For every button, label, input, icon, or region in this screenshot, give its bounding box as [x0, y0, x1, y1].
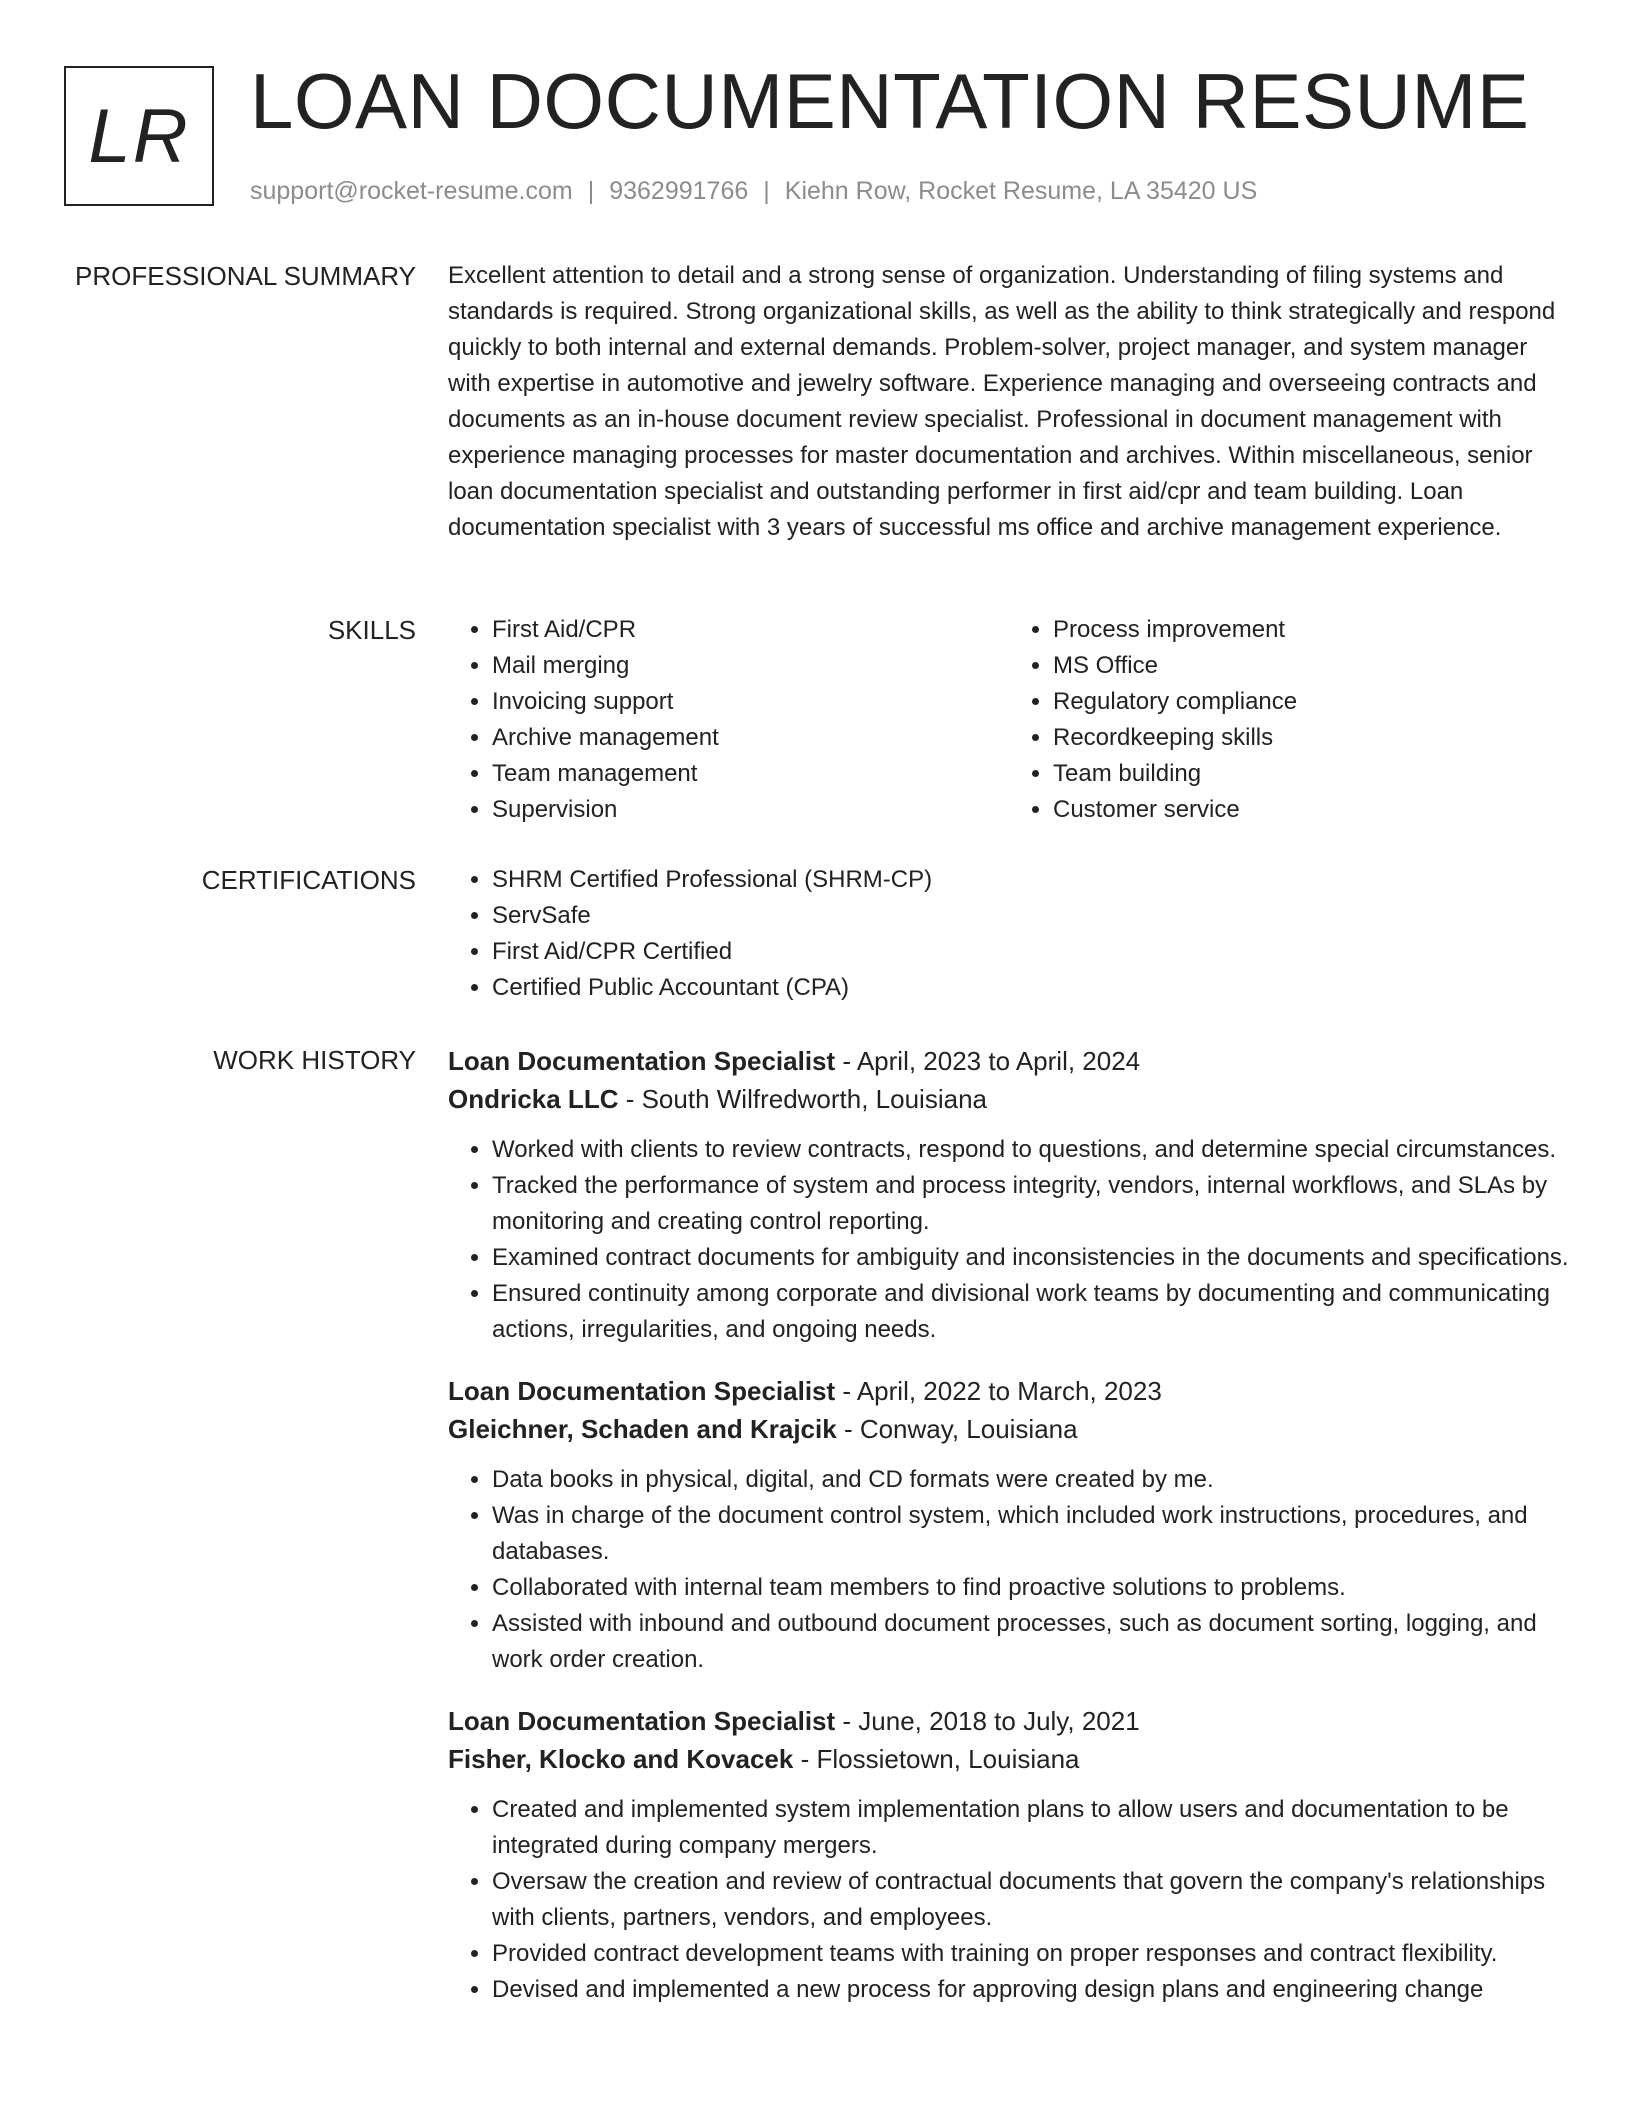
certification-item: • Certified Public Accountant (CPA)	[492, 970, 1570, 1006]
section-label-certifications: CERTIFICATIONS	[201, 865, 416, 895]
skill-item: • Supervision	[492, 792, 1009, 828]
job-bullet: • Data books in physical, digital, and CD formats were created by me.	[492, 1462, 1570, 1498]
skill-item: • Customer service	[1053, 792, 1570, 828]
skill-item: • Recordkeeping skills	[1053, 720, 1570, 756]
job-bullet: • Worked with clients to review contracts, respond to questions, and determine special circumstances.	[492, 1132, 1570, 1168]
job-dates: - April, 2022 to March, 2023	[835, 1376, 1162, 1406]
job-title-line	[448, 1372, 1570, 1410]
job-location: - Flossietown, Louisiana	[793, 1744, 1080, 1774]
contact-separator: |	[587, 177, 595, 205]
skill-item: • First Aid/CPR	[492, 612, 1009, 648]
skill-item: • Archive management	[492, 720, 1009, 756]
job-company-line	[448, 1410, 1570, 1448]
job-bullet: • Assisted with inbound and outbound document processes, such as document sorting, logging, and work order creation.	[492, 1606, 1570, 1678]
certification-item: • First Aid/CPR Certified	[492, 934, 1570, 970]
job-bullets	[448, 1132, 1570, 1348]
skill-item: • Team building	[1053, 756, 1570, 792]
job-bullets	[448, 1462, 1570, 1678]
job-title: Loan Documentation Specialist	[448, 1706, 836, 1736]
skills-grid	[448, 612, 1570, 828]
skills-body	[448, 612, 1570, 828]
contact-email: support@rocket-resume.com	[250, 177, 573, 205]
section-label-work-history: WORK HISTORY	[213, 1045, 416, 1075]
work-history-body	[448, 1042, 1570, 2032]
job-bullet: • Ensured continuity among corporate and divisional work teams by documenting and communicating actions, irregularities, and ongoing needs.	[492, 1276, 1570, 1348]
section-label-skills: SKILLS	[327, 615, 416, 645]
contact-separator: |	[763, 177, 770, 205]
job-company: Ondricka LLC	[448, 1084, 619, 1114]
job-title: Loan Documentation Specialist	[448, 1376, 836, 1406]
job-entry	[448, 1702, 1570, 2008]
job-location: - Conway, Louisiana	[836, 1414, 1078, 1444]
skill-item: • Invoicing support	[492, 684, 1009, 720]
job-bullet: • Tracked the performance of system and process integrity, vendors, internal workflows, and SLAs by monitoring and creating control reporting.	[492, 1168, 1570, 1240]
job-bullet: • Created and implemented system implementation plans to allow users and documentation to be integrated during company mergers.	[492, 1792, 1570, 1864]
skill-item: • Team management	[492, 756, 1009, 792]
certifications-body	[448, 862, 1570, 1006]
job-title-line	[448, 1042, 1570, 1080]
job-company: Fisher, Klocko and Kovacek	[448, 1744, 794, 1774]
skill-item: • Regulatory compliance	[1053, 684, 1570, 720]
job-title-line	[448, 1702, 1570, 1740]
job-dates: - June, 2018 to July, 2021	[835, 1706, 1140, 1736]
skills-list-left	[448, 612, 1009, 828]
contact-phone: 9362991766	[609, 177, 749, 205]
job-company-line	[448, 1080, 1570, 1118]
certifications-list	[448, 862, 1570, 1006]
job-location: - South Wilfredworth, Louisiana	[618, 1084, 987, 1114]
job-bullet: • Devised and implemented a new process for approving design plans and engineering change	[492, 1972, 1570, 2008]
job-company: Gleichner, Schaden and Krajcik	[448, 1414, 837, 1444]
job-bullets	[448, 1792, 1570, 2008]
job-title: Loan Documentation Specialist	[448, 1046, 836, 1076]
resume-title: LOAN DOCUMENTATION RESUME	[250, 57, 1530, 145]
skill-item: • Mail merging	[492, 648, 1009, 684]
job-bullet: • Oversaw the creation and review of contractual documents that govern the company's relationships with clients, partners, vendors, and employees.	[492, 1864, 1570, 1936]
skill-item: • Process improvement	[1053, 612, 1570, 648]
job-dates: - April, 2023 to April, 2024	[835, 1046, 1141, 1076]
job-company-line	[448, 1740, 1570, 1778]
job-entry	[448, 1372, 1570, 1678]
job-bullet: • Provided contract development teams with training on proper responses and contract flexibility.	[492, 1936, 1570, 1972]
certification-item: • SHRM Certified Professional (SHRM-CP)	[492, 862, 1570, 898]
monogram-logo: LR	[64, 66, 214, 206]
job-bullet: • Was in charge of the document control system, which included work instructions, procedures, and databases.	[492, 1498, 1570, 1570]
contact-address: Kiehn Row, Rocket Resume, LA 35420 US	[784, 177, 1258, 205]
job-bullet: • Collaborated with internal team members to find proactive solutions to problems.	[492, 1570, 1570, 1606]
summary-text: Excellent attention to detail and a strong sense of organization. Understanding of filing systems and standards is required. Strong organizational skills, as well as the ability to think strategically and respond quickly to both internal and external demands. Problem-solver, project manager, and system manager with expertise in automotive and jewelry software. Experience managing and overseeing contracts and documents as an in-house document review specialist. Professional in document management with experience managing processes for master documentation and archives. Within miscellaneous, senior loan documentation specialist and outstanding performer in first aid/cpr and team building. Loan documentation specialist with 3 years of successful ms office and archive management experience.	[448, 262, 1556, 541]
skill-item: • MS Office	[1053, 648, 1570, 684]
job-bullet: • Examined contract documents for ambiguity and inconsistencies in the documents and specifications.	[492, 1240, 1570, 1276]
contact-line	[250, 174, 1257, 208]
section-label-summary: PROFESSIONAL SUMMARY	[75, 261, 416, 291]
job-entry	[448, 1042, 1570, 1348]
skills-list-right	[1009, 612, 1570, 828]
certification-item: • ServSafe	[492, 898, 1570, 934]
